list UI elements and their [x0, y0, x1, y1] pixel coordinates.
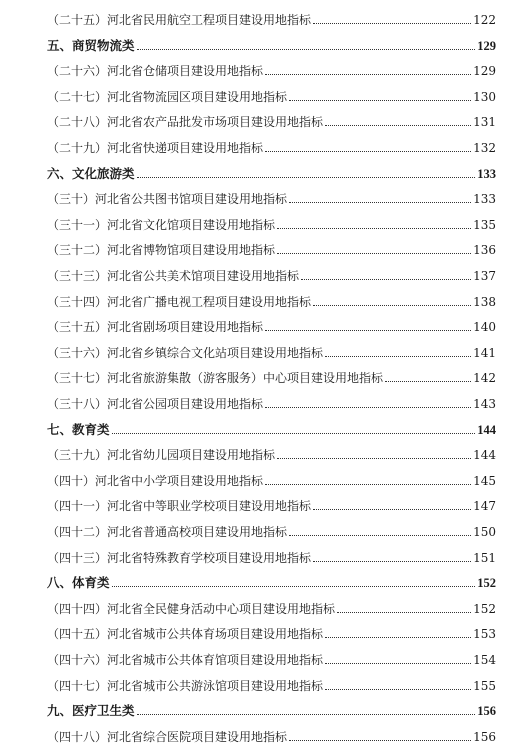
toc-entry-title: （四十五）河北省城市公共体育场项目建设用地指标 — [47, 627, 324, 642]
dot-leader — [137, 48, 476, 50]
toc-entry[interactable] — [47, 366, 496, 386]
toc-entry-title: （二十八）河北省农产品批发市场项目建设用地指标 — [47, 115, 324, 130]
toc-entry-title: （三十六）河北省乡镇综合文化站项目建设用地指标 — [47, 345, 324, 360]
toc-section-entry[interactable] — [47, 571, 496, 591]
dot-leader — [325, 124, 471, 126]
dot-leader — [265, 73, 471, 75]
dot-leader — [277, 457, 471, 459]
dot-leader — [385, 380, 471, 382]
toc-entry-title: （四十七）河北省城市公共游泳馆项目建设用地指标 — [47, 678, 324, 693]
toc-entry[interactable] — [47, 494, 496, 514]
toc-entry-page-number: 147 — [473, 499, 496, 514]
toc-entry-title: （三十一）河北省文化馆项目建设用地指标 — [47, 217, 276, 232]
toc-entry-title: 八、体育类 — [47, 575, 110, 591]
toc-entry[interactable] — [47, 213, 496, 233]
dot-leader — [325, 688, 471, 690]
toc-entry[interactable] — [47, 264, 496, 284]
dot-leader — [265, 150, 471, 152]
toc-entry-page-number: 153 — [473, 627, 496, 642]
dot-leader — [112, 432, 476, 434]
toc-entry-title: （四十一）河北省中等职业学校项目建设用地指标 — [47, 499, 312, 514]
dot-leader — [265, 329, 471, 331]
dot-leader — [112, 585, 476, 587]
dot-leader — [265, 483, 471, 485]
toc-entry-page-number: 152 — [477, 576, 496, 591]
dot-leader — [289, 534, 471, 536]
toc-entry[interactable] — [47, 392, 496, 412]
toc-entry-title: （三十七）河北省旅游集散（游客服务）中心项目建设用地指标 — [47, 371, 384, 386]
toc-entry-page-number: 145 — [473, 473, 496, 488]
toc-entry-title: （三十四）河北省广播电视工程项目建设用地指标 — [47, 294, 312, 309]
toc-entry[interactable] — [47, 59, 496, 79]
toc-section-entry[interactable] — [47, 34, 496, 54]
dot-leader — [313, 22, 471, 24]
dot-leader — [289, 99, 471, 101]
toc-entry-page-number: 122 — [473, 13, 496, 27]
toc-entry[interactable] — [47, 110, 496, 130]
toc-entry[interactable] — [47, 85, 496, 105]
toc-entry[interactable] — [47, 648, 496, 668]
toc-entry-page-number: 154 — [473, 653, 496, 667]
dot-leader — [337, 611, 471, 613]
toc-entry-page-number: 144 — [473, 448, 496, 463]
toc-entry-title: （二十七）河北省物流园区项目建设用地指标 — [47, 89, 288, 104]
toc-entry-page-number: 129 — [473, 64, 496, 79]
dot-leader — [313, 508, 471, 510]
dot-leader — [137, 713, 476, 715]
toc-entry-title: （二十六）河北省仓储项目建设用地指标 — [47, 64, 264, 79]
toc-entry-page-number: 156 — [477, 704, 496, 719]
toc-entry-title: （四十）河北省中小学项目建设用地指标 — [47, 473, 264, 488]
toc-entry[interactable] — [47, 136, 496, 156]
toc-entry-title: （四十二）河北省普通高校项目建设用地指标 — [47, 525, 288, 539]
toc-entry[interactable] — [47, 520, 496, 540]
dot-leader — [301, 278, 471, 280]
toc-entry-title: 五、商贸物流类 — [47, 37, 135, 53]
toc-entry-page-number: 152 — [473, 601, 496, 616]
toc-section-entry[interactable] — [47, 162, 496, 182]
toc-entry-title: （三十）河北省公共图书馆项目建设用地指标 — [47, 192, 288, 207]
toc-entry-page-number: 135 — [473, 217, 496, 232]
toc-entry-page-number: 130 — [473, 89, 496, 104]
dot-leader — [289, 739, 471, 741]
toc-entry-page-number: 137 — [473, 269, 496, 283]
toc-entry-page-number: 141 — [473, 345, 496, 360]
toc-entry-page-number: 138 — [473, 294, 496, 309]
dot-leader — [277, 252, 471, 254]
toc-entry-title: （二十五）河北省民用航空工程项目建设用地指标 — [47, 13, 312, 27]
toc-entry-page-number: 129 — [477, 38, 496, 53]
toc-section-entry[interactable] — [47, 699, 496, 719]
toc-entry[interactable] — [47, 8, 496, 28]
toc-entry[interactable] — [47, 187, 496, 207]
toc-entry-page-number: 132 — [473, 141, 496, 155]
toc-entry-title: （四十四）河北省全民健身活动中心项目建设用地指标 — [47, 601, 336, 616]
toc-entry[interactable] — [47, 238, 496, 258]
dot-leader — [137, 176, 476, 178]
dot-leader — [313, 304, 471, 306]
dot-leader — [265, 406, 471, 408]
dot-leader — [313, 560, 471, 562]
toc-entry-title: （二十九）河北省快递项目建设用地指标 — [47, 141, 264, 155]
toc-entry[interactable] — [47, 469, 496, 489]
toc-entry-page-number: 136 — [473, 243, 496, 258]
toc-entry-title: （四十八）河北省综合医院项目建设用地指标 — [47, 729, 288, 744]
dot-leader — [325, 662, 471, 664]
toc-entry-page-number: 156 — [473, 729, 496, 744]
toc-entry-title: （四十三）河北省特殊教育学校项目建设用地指标 — [47, 550, 312, 565]
toc-entry-page-number: 155 — [473, 678, 496, 693]
toc-entry-title: 六、文化旅游类 — [47, 165, 135, 181]
toc-entry-page-number: 133 — [477, 166, 496, 181]
toc-entry[interactable] — [47, 443, 496, 463]
toc-entry-title: （三十二）河北省博物馆项目建设用地指标 — [47, 243, 276, 258]
toc-entry-title: 七、教育类 — [47, 421, 110, 437]
toc-entry-page-number: 140 — [473, 320, 496, 335]
toc-entry-page-number: 151 — [473, 550, 496, 565]
toc-section-entry[interactable] — [47, 418, 496, 438]
toc-entry-page-number: 150 — [473, 525, 496, 539]
dot-leader — [277, 227, 471, 229]
toc-entry-page-number: 143 — [473, 397, 496, 411]
toc-entry[interactable] — [47, 725, 496, 745]
toc-entry[interactable] — [47, 315, 496, 335]
toc-entry-page-number: 133 — [473, 192, 496, 207]
toc-entry[interactable] — [47, 674, 496, 694]
toc-entry[interactable] — [47, 546, 496, 566]
toc-entry-page-number: 142 — [473, 371, 496, 386]
toc-entry[interactable] — [47, 290, 496, 310]
toc-entry-page-number: 144 — [477, 422, 496, 437]
toc-entry-title: （四十六）河北省城市公共体育馆项目建设用地指标 — [47, 653, 324, 667]
dot-leader — [325, 355, 471, 357]
toc-entry-title: 九、医疗卫生类 — [47, 703, 135, 719]
toc-entry[interactable] — [47, 341, 496, 361]
toc-entry-page-number: 131 — [473, 115, 496, 130]
dot-leader — [289, 201, 471, 203]
toc-entry-title: （三十八）河北省公园项目建设用地指标 — [47, 397, 264, 411]
toc-entry-title: （三十五）河北省剧场项目建设用地指标 — [47, 320, 264, 335]
toc-entry[interactable] — [47, 622, 496, 642]
toc-entry[interactable] — [47, 597, 496, 617]
toc-entry-title: （三十九）河北省幼儿园项目建设用地指标 — [47, 448, 276, 463]
dot-leader — [325, 636, 471, 638]
toc-entry-title: （三十三）河北省公共美术馆项目建设用地指标 — [47, 269, 300, 283]
